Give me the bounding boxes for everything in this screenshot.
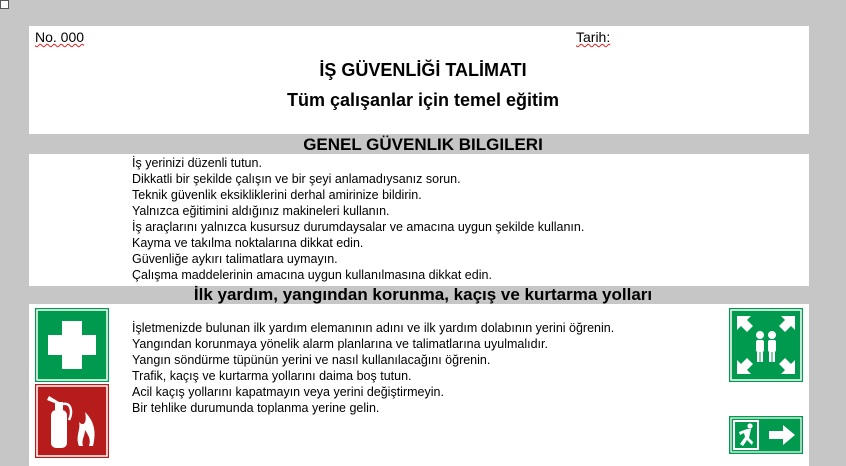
list-item: İş araçlarını yalnızca kusursuz durumdaysalar ve amacına uygun şekilde kullanın. xyxy=(132,220,585,234)
first-aid-cross-icon xyxy=(35,308,109,382)
page-corner-marker xyxy=(0,0,9,9)
list-item: İşletmenizde bulunan ilk yardım elemanının adını ve ilk yardım dolabının yerini öğrenin. xyxy=(132,321,615,335)
list-item: İş yerinizi düzenli tutun. xyxy=(132,156,262,170)
general-safety-heading: GENEL GÜVENLIK BILGILERI xyxy=(303,135,543,154)
list-item: Çalışma maddelerinin amacına uygun kullanılmasına dikkat edin. xyxy=(132,268,492,282)
list-item: Acil kaçış yollarını kapatmayın veya yerini değiştirmeyin. xyxy=(132,385,444,399)
list-item: Bir tehlike durumunda toplanma yerine gelin. xyxy=(132,401,380,415)
first-aid-list xyxy=(132,320,614,416)
list-item: Güvenliğe aykırı talimatlara uymayın. xyxy=(132,252,338,266)
first-aid-heading: İlk yardım, yangından korunma, kaçış ve kurtarma yolları xyxy=(193,285,653,304)
document-title: İŞ GÜVENLİĞİ TALİMATI xyxy=(319,60,527,80)
list-item: Yangın söndürme tüpünün yerini ve nasıl kullanılacağını öğrenin. xyxy=(132,353,491,367)
fire-extinguisher-icon xyxy=(35,384,109,458)
document-subtitle: Tüm çalışanlar için temel eğitim xyxy=(286,90,560,110)
emergency-exit-icon xyxy=(729,416,803,454)
list-item: Kayma ve takılma noktalarına dikkat edin. xyxy=(132,236,364,250)
list-item: Trafik, kaçış ve kurtarma yollarını daima boş tutun. xyxy=(132,369,412,383)
list-item: Teknik güvenlik eksikliklerini derhal amirinize bildirin. xyxy=(132,188,422,202)
date-field[interactable]: Tarih: xyxy=(576,29,611,45)
list-item: Yalnızca eğitimini aldığınız makineleri kullanın. xyxy=(132,204,390,218)
list-item: Yangından korunmaya yönelik alarm planlarına ve talimatlarına uyulmalıdır. xyxy=(132,337,548,351)
general-rules-list xyxy=(132,155,584,283)
document-number[interactable]: No. 000 xyxy=(35,29,85,45)
assembly-point-icon xyxy=(729,308,803,382)
list-item: Dikkatli bir şekilde çalışın ve bir şeyi anlamadıysanız sorun. xyxy=(132,172,461,186)
